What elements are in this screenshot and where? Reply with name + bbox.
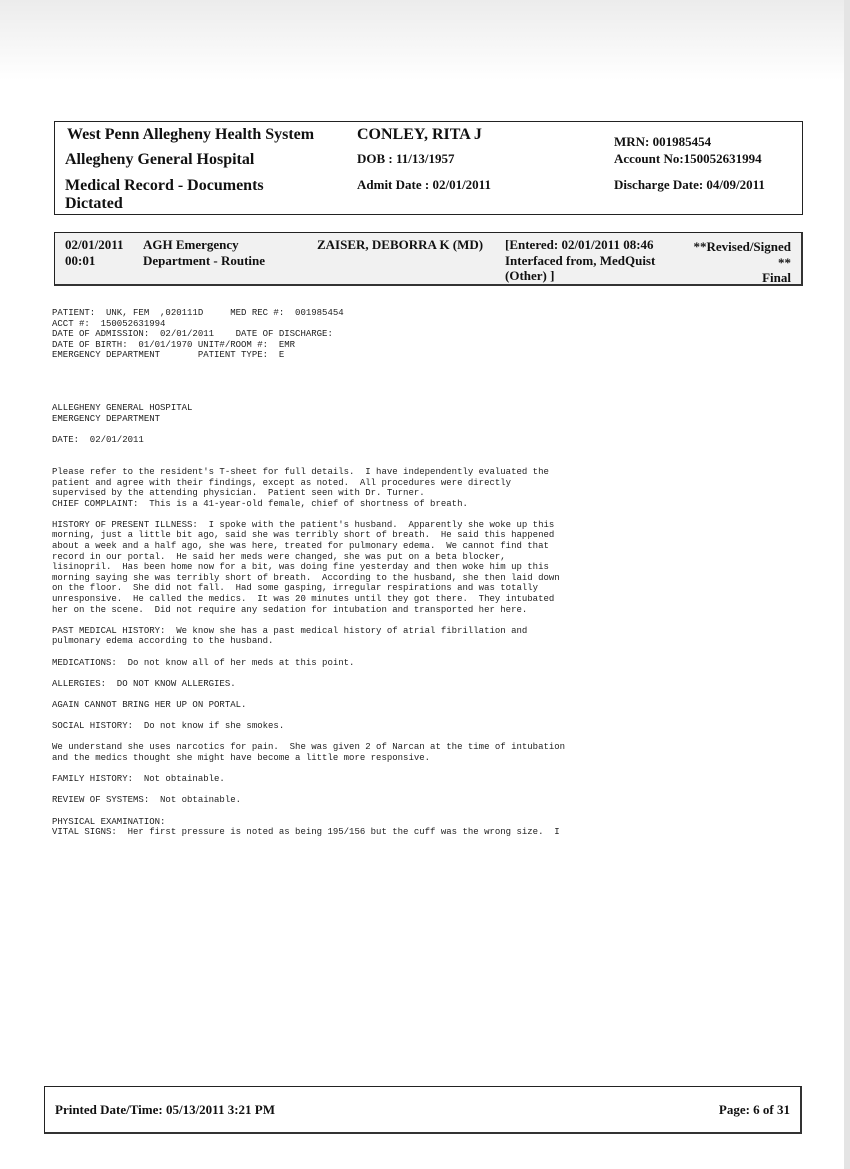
scan-edge [844,0,850,1169]
printed-datetime: Printed Date/Time: 05/13/2011 3:21 PM [55,1102,276,1117]
doc-type: Medical Record - Documents [65,177,264,194]
admit-date: Admit Date : 02/01/2011 [357,177,491,192]
discharge-date: Discharge Date: 04/09/2011 [614,177,765,192]
scan-shadow [0,0,850,80]
org-name: West Penn Allegheny Health System [67,126,315,143]
hospital-name: Allegheny General Hospital [65,151,255,168]
entered-info-2: Interfaced from, MedQuist [505,253,656,268]
status-final: Final [762,270,791,285]
page-number: Page: 6 of 31 [718,1102,790,1117]
status-2: ** [778,255,791,270]
page-footer [44,1086,802,1134]
mrn: MRN: 001985454 [614,134,712,149]
record-header [54,121,803,215]
patient-dob: DOB : 11/13/1957 [357,151,455,166]
encounter-header [54,232,803,286]
entered-info: [Entered: 02/01/2011 08:46 [505,237,654,252]
encounter-date: 02/01/2011 [65,237,124,252]
encounter-time: 00:01 [65,253,96,268]
report-body: PATIENT: UNK, FEM ,020111D MED REC #: 001985454 ACCT #: 150052631994 DATE OF ADMISSION: 02/01/2011 DATE OF DISCHARGE: DATE OF BIRTH: 01/01/1970 UNIT#/ROOM #: EMR EMERGENCY DEPARTMENT PATIENT TYPE: E ALLEGHENY GENERAL HOSPITAL EMERGENCY DEPARTMENT DATE: 02/01/2011 Please refer to the resident's T-sheet for full details. I have independently evaluated the patient and agree with their findings, except as noted. All procedures were directly supervised by the attending physician. Patient seen with Dr. Turner. CHIEF COMPLAINT: This is a 41-year-old female, chief of shortness of breath. HISTORY OF PRESENT ILLNESS: I spoke with the patient's husband. Apparently she woke up this morning, just a little bit ago, said she was terribly short of breath. He said this happened about a week and a half ago, she was here, treated for pulmonary edema. We cannot find that record in our portal. He said her meds were changed, she was put on a beta blocker, lisinopril. Has been home now for a bit, was doing fine yesterday and then woke him up this morning saying she was terribly short of breath. According to the husband, she then laid down on the floor. She did not fall. Had some gasping, irregular respirations and was totally unresponsive. He called the medics. It was 20 minutes until they got there. They intubated her on the scene. Did not require any sedation for intubation and transported her here. PAST MEDICAL HISTORY: We know she has a past medical history of atrial fibrillation and pulmonary edema according to the husband. MEDICATIONS: Do not know all of her meds at this point. ALLERGIES: DO NOT KNOW ALLERGIES. AGAIN CANNOT BRING HER UP ON PORTAL. SOCIAL HISTORY: Do not know if she smokes. We understand she uses narcotics for pain. She was given 2 of Narcan at the time of intubation and the medics thought she might have become a little more responsive. FAMILY HISTORY: Not obtainable. REVIEW OF SYSTEMS: Not obtainable. PHYSICAL EXAMINATION: VITAL SIGNS: Her first pressure is noted as being 195/156 but the cuff was the wrong size. I [52,308,566,838]
provider-name: ZAISER, DEBORRA K (MD) [317,237,484,252]
department-2: Department - Routine [143,253,266,268]
account-number: Account No:150052631994 [614,151,762,166]
doc-type-2: Dictated [65,195,123,212]
patient-name: CONLEY, RITA J [357,126,482,143]
status: **Revised/Signed [693,239,791,254]
entered-info-3: (Other) ] [505,268,555,283]
department: AGH Emergency [143,237,239,252]
